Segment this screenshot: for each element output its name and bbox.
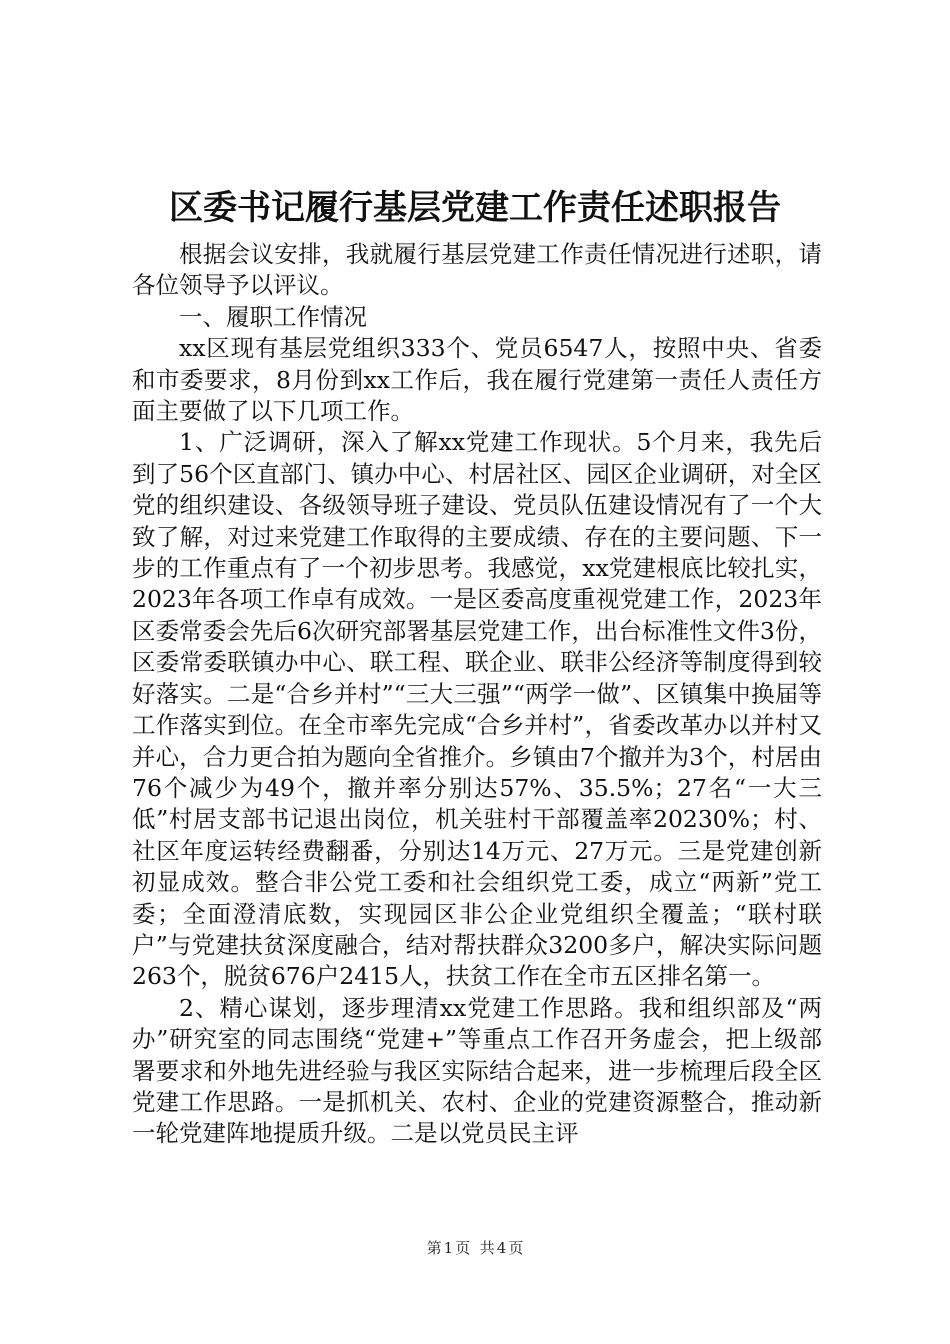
footer-total-pages: 4	[496, 1239, 507, 1257]
document-body	[132, 239, 822, 1150]
document-title: 区委书记履行基层党建工作责任述职报告	[169, 188, 781, 228]
footer-mid: 页 共	[455, 1239, 495, 1257]
footer-suffix: 页	[508, 1239, 524, 1257]
paragraph-intro: 根据会议安排，我就履行基层党建工作责任情况进行述职，请各位领导予以评议。	[132, 240, 822, 300]
footer-current-page: 1	[443, 1239, 454, 1257]
paragraph-overview: xx区现有基层党组织333个、党员6547人，按照中央、省委和市委要求，8月份到xx工作后，我在履行党建第一责任人责任方面主要做了以下几项工作。	[132, 334, 822, 426]
footer-prefix: 第	[426, 1239, 442, 1257]
paragraph-item-2: 2、精心谋划，逐步理清xx党建工作思路。我和组织部及“两办”研究室的同志围绕“党建+”等重点工作召开务虚会，把上级部署要求和外地先进经验与我区实际结合起来，进一步梳理后段全区党建工作思路。一是抓机关、农村、企业的党建资源整合，推动新一轮党建阵地提质升级。二是以党员民主评	[132, 993, 822, 1148]
section-heading: 一、履职工作情况	[179, 302, 367, 331]
page-footer	[0, 1237, 950, 1259]
paragraph-item-1: 1、广泛调研，深入了解xx党建工作现状。5个月来，我先后到了56个区直部门、镇办中心、村居社区、园区企业调研，对全区党的组织建设、各级领导班子建设、党员队伍建设情况有了一个大致了解，对过来党建工作取得的主要成绩、存在的主要问题、下一步的工作重点有了一个初步思考。我感觉，xx党建根底比较扎实，2023年各项工作卓有成效。一是区委高度重视党建工作，2023年区委常委会先后6次研究部署基层党建工作，出台标准性文件3份，区委常委联镇办中心、联工程、联企业、联非公经济等制度得到较好落实。二是“合乡并村”“三大三强”“两学一做”、区镇集中换届等工作落实到位。在全市率先完成“合乡并村”，省委改革办以并村又并心，合力更合拍为题向全省推介。乡镇由7个撤并为3个，村居由76个减少为49个，撤并率分别达57%、35.5%；27名“一大三低”村居支部书记退出岗位，机关驻村干部覆盖率20230%；村、社区年度运转经费翻番，分别达14万元、27万元。三是党建创新初显成效。整合非公党工委和社会组织党工委，成立“两新”党工委；全面澄清底数，实现园区非公企业党组织全覆盖；“联村联户”与党建扶贫深度融合，结对帮扶群众3200多户，解决实际问题263个，脱贫676户2415人，扶贫工作在全市五区排名第一。	[132, 428, 822, 991]
